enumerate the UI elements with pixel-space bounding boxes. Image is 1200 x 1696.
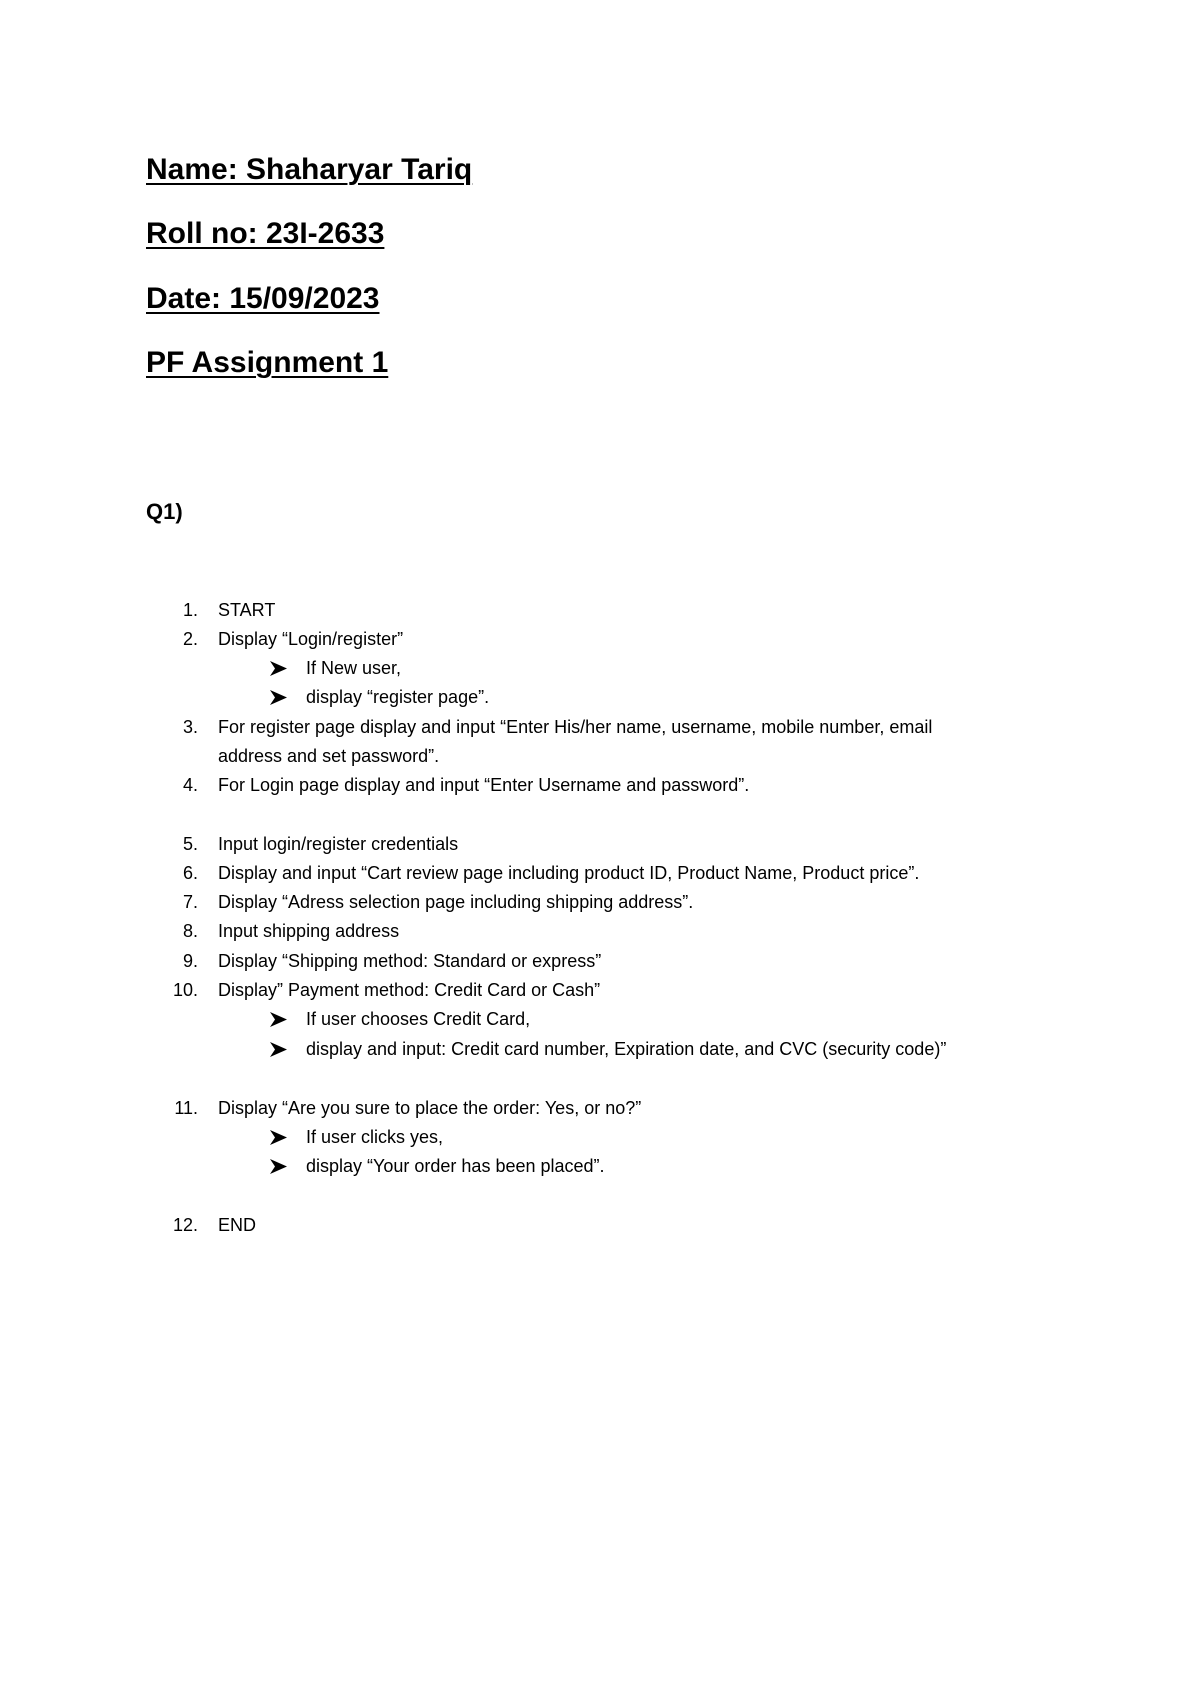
list-item <box>0 713 1200 742</box>
sub-item <box>0 683 1200 712</box>
list-item-number: 3. <box>182 717 198 737</box>
list-item-number: 7. <box>182 892 198 912</box>
list-item-text: For register page display and input “Enter His/her name, username, mobile number, email <box>218 717 933 737</box>
arrowhead-bullet-icon <box>270 683 288 712</box>
list-item <box>0 830 1200 859</box>
assignment-title: PF Assignment 1 <box>146 346 389 379</box>
list-item-number: 8. <box>182 921 198 941</box>
sub-item <box>0 1152 1200 1181</box>
list-item-number: 2. <box>182 629 198 649</box>
arrowhead-bullet-icon <box>270 1152 288 1181</box>
list-item-number: 10. <box>172 980 198 1000</box>
sub-item-text: If New user, <box>306 658 402 678</box>
list-item-number: 5. <box>182 834 198 854</box>
list-item-text: Display “Shipping method: Standard or express” <box>218 951 602 971</box>
sub-item <box>0 1005 1200 1034</box>
list-item-text: Input shipping address <box>218 921 400 941</box>
sub-item-text: display “Your order has been placed”. <box>306 1156 605 1176</box>
list-item-continuation <box>0 742 1200 771</box>
list-item-text: Display “Login/register” <box>218 629 404 649</box>
list-item-number: 12. <box>172 1215 198 1235</box>
list-item <box>0 1094 1200 1123</box>
arrowhead-bullet-icon <box>270 1123 288 1152</box>
sub-item <box>0 1035 1200 1064</box>
list-item-text: END <box>218 1215 257 1235</box>
list-item-number: 6. <box>182 863 198 883</box>
sub-item-text: If user clicks yes, <box>306 1127 444 1147</box>
list-item <box>0 917 1200 946</box>
list-item <box>0 596 1200 625</box>
question-label: Q1) <box>146 499 183 524</box>
list-item <box>0 976 1200 1005</box>
list-item-text: For Login page display and input “Enter Username and password”. <box>218 775 750 795</box>
list-item-number: 9. <box>182 951 198 971</box>
list-item-number: 4. <box>182 775 198 795</box>
list-item-text: Display” Payment method: Credit Card or Cash” <box>218 980 601 1000</box>
list-item <box>0 625 1200 654</box>
arrowhead-bullet-icon <box>270 1005 288 1034</box>
list-item-text: Display “Adress selection page including shipping address”. <box>218 892 694 912</box>
sub-item <box>0 654 1200 683</box>
sub-item-text: display and input: Credit card number, Expiration date, and CVC (security code)” <box>306 1039 947 1059</box>
submission-date: Date: 15/09/2023 <box>146 282 380 315</box>
sub-item-text: display “register page”. <box>306 687 490 707</box>
list-item <box>0 859 1200 888</box>
list-item-number: 11. <box>174 1098 198 1118</box>
list-item-text: START <box>218 600 276 620</box>
list-item-text: Input login/register credentials <box>218 834 459 854</box>
list-item <box>0 1211 1200 1240</box>
student-name: Name: Shaharyar Tariq <box>146 153 473 186</box>
list-item-text: address and set password”. <box>218 746 440 766</box>
roll-number: Roll no: 23I-2633 <box>146 217 385 250</box>
arrowhead-bullet-icon <box>270 1035 288 1064</box>
list-item <box>0 771 1200 800</box>
list-item-text: Display and input “Cart review page including product ID, Product Name, Product price”. <box>218 863 920 883</box>
arrowhead-bullet-icon <box>270 654 288 683</box>
sub-item-text: If user chooses Credit Card, <box>306 1009 531 1029</box>
list-item <box>0 888 1200 917</box>
sub-item <box>0 1123 1200 1152</box>
list-item-number: 1. <box>182 600 198 620</box>
list-item <box>0 947 1200 976</box>
list-item-text: Display “Are you sure to place the order: Yes, or no?” <box>218 1098 642 1118</box>
